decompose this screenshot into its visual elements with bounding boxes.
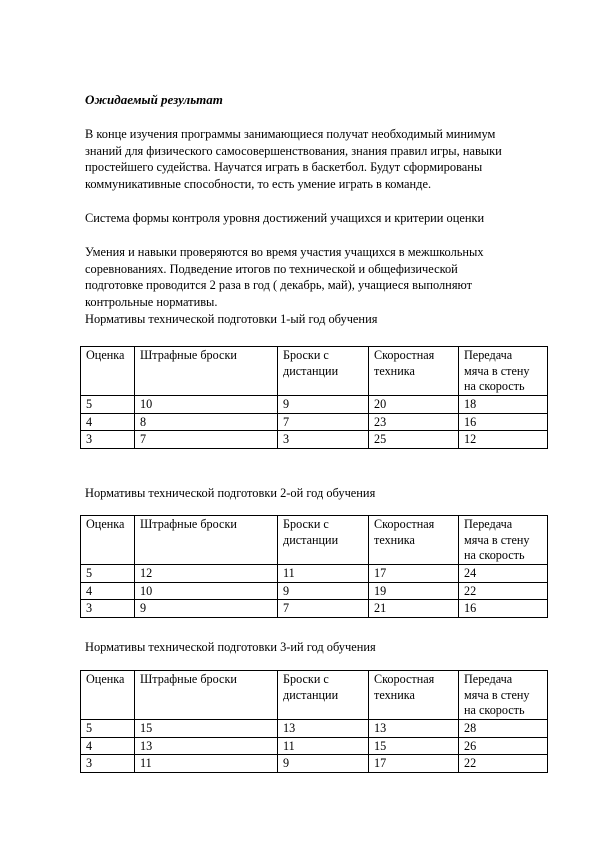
column-header-distance-shots: Броски с дистанции (278, 347, 369, 396)
table-cell: 16 (459, 600, 548, 618)
column-header-speed-technique: Скоростная техника (369, 516, 459, 565)
column-header-distance-shots: Броски с дистанции (278, 671, 369, 720)
control-system-paragraph (85, 210, 555, 227)
table-cell: 10 (135, 582, 278, 600)
table-cell: 15 (369, 737, 459, 755)
column-header-wall-pass-speed: Передача мяча в стену на скорость (459, 347, 548, 396)
norms-table-year-3 (80, 670, 548, 773)
norms-table-year-2 (80, 515, 548, 618)
table-cell: 9 (278, 755, 369, 773)
table-cell: 25 (369, 431, 459, 449)
table-cell: 22 (459, 582, 548, 600)
paragraph-line: соревнованиях. Подведение итогов по технической и общефизической (85, 261, 458, 276)
paragraph-line: контрольные нормативы. (85, 294, 218, 309)
table-cell: 22 (459, 755, 548, 773)
table-cell: 7 (278, 600, 369, 618)
table-cell: 7 (278, 413, 369, 431)
table-cell: 3 (81, 431, 135, 449)
table-cell: 3 (81, 600, 135, 618)
table-caption-year-1: Нормативы технической подготовки 1-ый год обучения (85, 312, 378, 326)
table-cell: 5 (81, 720, 135, 738)
column-header-grade: Оценка (81, 347, 135, 396)
paragraph-line: Система формы контроля уровня достижений учащихся и критерии оценки (85, 211, 485, 225)
table-cell: 12 (459, 431, 548, 449)
table-cell: 19 (369, 582, 459, 600)
table-row (81, 755, 548, 773)
assessment-paragraph (85, 244, 555, 310)
paragraph-line: подготовке проводится 2 раза в год ( декабрь, май), учащиеся выполняют (85, 278, 473, 293)
table-row (81, 720, 548, 738)
table-cell: 4 (81, 413, 135, 431)
table-cell: 15 (135, 720, 278, 738)
column-header-grade: Оценка (81, 671, 135, 720)
table-cell: 20 (369, 396, 459, 414)
table-cell: 9 (278, 396, 369, 414)
table-row (81, 565, 548, 583)
table-cell: 21 (369, 600, 459, 618)
table-cell: 4 (81, 737, 135, 755)
column-header-grade: Оценка (81, 516, 135, 565)
table-cell: 3 (81, 755, 135, 773)
column-header-distance-shots: Броски с дистанции (278, 516, 369, 565)
table-cell: 17 (369, 565, 459, 583)
table-caption-year-3: Нормативы технической подготовки 3-ий год обучения (85, 640, 376, 654)
column-header-speed-technique: Скоростная техника (369, 347, 459, 396)
table-header-row (81, 671, 548, 720)
table-cell: 23 (369, 413, 459, 431)
table-header-row (81, 516, 548, 565)
table-row (81, 431, 548, 449)
table-row (81, 600, 548, 618)
paragraph-line: знаний для физического самосовершенствования, знания правил игры, навыки (85, 143, 502, 158)
table-cell: 12 (135, 565, 278, 583)
table-cell: 28 (459, 720, 548, 738)
paragraph-line: В конце изучения программы занимающиеся получат необходимый минимум (85, 127, 496, 141)
table-cell: 11 (278, 565, 369, 583)
table-cell: 11 (135, 755, 278, 773)
table-header-row (81, 347, 548, 396)
table-cell: 10 (135, 396, 278, 414)
table-cell: 18 (459, 396, 548, 414)
column-header-free-throws: Штрафные броски (135, 671, 278, 720)
table-row (81, 737, 548, 755)
norms-table-year-1 (80, 346, 548, 449)
paragraph-line: простейшего судейства. Научатся играть в баскетбол. Будут сформированы (85, 160, 483, 175)
table-row (81, 413, 548, 431)
table-cell: 5 (81, 396, 135, 414)
column-header-wall-pass-speed: Передача мяча в стену на скорость (459, 516, 548, 565)
table-cell: 9 (278, 582, 369, 600)
table-cell: 4 (81, 582, 135, 600)
table-cell: 9 (135, 600, 278, 618)
table-cell: 17 (369, 755, 459, 773)
column-header-free-throws: Штрафные броски (135, 516, 278, 565)
paragraph-line: Умения и навыки проверяются во время участия учащихся в межшкольных (85, 245, 484, 259)
expected-result-paragraph (85, 126, 555, 192)
table-cell: 16 (459, 413, 548, 431)
table-cell: 3 (278, 431, 369, 449)
table-cell: 24 (459, 565, 548, 583)
column-header-free-throws: Штрафные броски (135, 347, 278, 396)
table-cell: 8 (135, 413, 278, 431)
table-cell: 11 (278, 737, 369, 755)
section-heading: Ожидаемый результат (85, 92, 223, 107)
table-caption-year-2: Нормативы технической подготовки 2-ой год обучения (85, 486, 376, 500)
table-cell: 7 (135, 431, 278, 449)
table-cell: 13 (278, 720, 369, 738)
table-row (81, 582, 548, 600)
column-header-speed-technique: Скоростная техника (369, 671, 459, 720)
column-header-wall-pass-speed: Передача мяча в стену на скорость (459, 671, 548, 720)
table-cell: 26 (459, 737, 548, 755)
table-cell: 5 (81, 565, 135, 583)
table-cell: 13 (369, 720, 459, 738)
table-row (81, 396, 548, 414)
paragraph-line: коммуникативные способности, то есть умение играть в команде. (85, 176, 432, 191)
table-cell: 13 (135, 737, 278, 755)
